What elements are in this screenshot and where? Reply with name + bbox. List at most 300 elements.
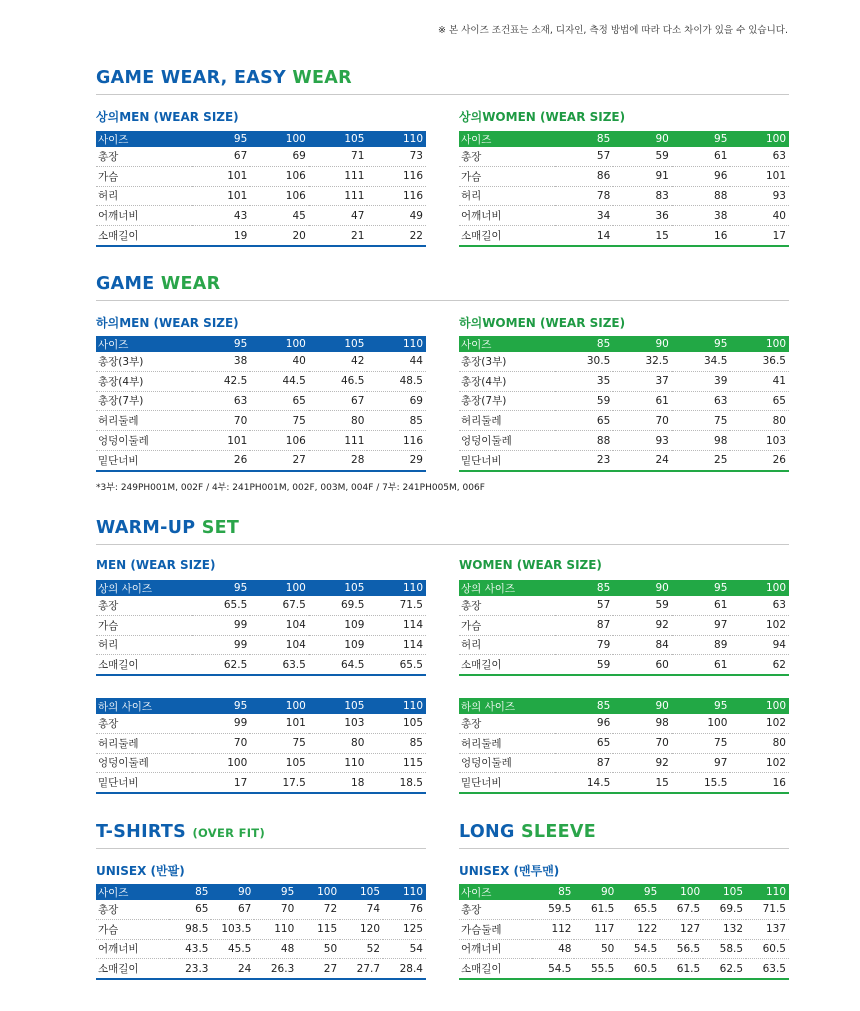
value-cell: 40: [730, 206, 789, 226]
table-header-row: [459, 131, 789, 147]
table-row: [459, 166, 789, 186]
value-cell: 72: [297, 900, 340, 919]
subtitle-main: WOMEN (WEAR SIZE): [482, 110, 626, 124]
size-header-cell: 85: [555, 580, 614, 596]
table-row: [459, 431, 789, 451]
value-cell: 88: [555, 431, 614, 451]
measure-label-cell: 총장(3부): [459, 352, 555, 371]
value-cell: 67.5: [660, 900, 703, 919]
value-cell: 111: [309, 431, 368, 451]
value-cell: 137: [746, 919, 789, 939]
value-cell: 101: [192, 166, 251, 186]
value-cell: 52: [340, 939, 383, 959]
value-cell: 116: [367, 166, 426, 186]
value-cell: 101: [250, 714, 309, 733]
value-cell: 24: [613, 450, 672, 470]
size-header-cell: 100: [730, 336, 789, 352]
value-cell: 16: [672, 226, 731, 246]
value-cell: 69.5: [309, 596, 368, 615]
subtitle-warmup-women: [459, 558, 602, 572]
size-header-cell: 110: [367, 131, 426, 147]
size-table-warmup-top-women: [459, 580, 789, 676]
section-title-long-sleeve: [459, 822, 789, 849]
table-header-row: [459, 580, 789, 596]
value-cell: 34.5: [672, 352, 731, 371]
table-row: [96, 450, 426, 470]
table-row: [96, 166, 426, 186]
table-row: [96, 226, 426, 246]
size-header-cell: 105: [703, 884, 746, 900]
value-cell: 59.5: [532, 900, 575, 919]
measure-label-cell: 가슴: [459, 615, 555, 635]
value-cell: 54.5: [617, 939, 660, 959]
value-cell: 101: [192, 186, 251, 206]
table-row: [459, 714, 789, 733]
value-cell: 115: [297, 919, 340, 939]
size-header-cell: 100: [297, 884, 340, 900]
value-cell: 96: [672, 166, 731, 186]
measure-label-cell: 소매길이: [459, 959, 532, 979]
size-header-cell: 105: [309, 336, 368, 352]
value-cell: 89: [672, 635, 731, 655]
value-cell: 69: [367, 391, 426, 411]
value-cell: 21: [309, 226, 368, 246]
value-cell: 25: [672, 450, 731, 470]
value-cell: 24: [211, 959, 254, 979]
size-header-cell: 95: [192, 336, 251, 352]
value-cell: 17: [730, 226, 789, 246]
value-cell: 62: [730, 655, 789, 675]
table-row: [96, 411, 426, 431]
measure-label-cell: 밑단너비: [96, 773, 192, 793]
size-header-cell: 110: [367, 698, 426, 714]
value-cell: 101: [730, 166, 789, 186]
table-row: [96, 959, 426, 979]
measure-label-cell: 총장(4부): [96, 371, 192, 391]
value-cell: 102: [730, 714, 789, 733]
value-cell: 94: [730, 635, 789, 655]
value-cell: 98: [613, 714, 672, 733]
size-header-cell: 110: [746, 884, 789, 900]
value-cell: 75: [672, 733, 731, 753]
size-header-cell: 100: [250, 131, 309, 147]
measure-label-cell: 총장: [96, 596, 192, 615]
measure-label-cell: 총장: [459, 900, 532, 919]
measure-label-cell: 허리둘레: [459, 733, 555, 753]
table-header-row: [96, 336, 426, 352]
value-cell: 73: [367, 147, 426, 166]
value-cell: 67.5: [250, 596, 309, 615]
table-row: [96, 391, 426, 411]
header-label-cell: 하의 사이즈: [459, 698, 555, 714]
value-cell: 58.5: [703, 939, 746, 959]
header-label-cell: 사이즈: [459, 336, 555, 352]
value-cell: 57: [555, 596, 614, 615]
value-cell: 106: [250, 431, 309, 451]
value-cell: 132: [703, 919, 746, 939]
section-title-part-b: WEAR: [160, 274, 221, 294]
value-cell: 99: [192, 615, 251, 635]
value-cell: 63.5: [250, 655, 309, 675]
section-title-main: T-SHIRTS: [96, 822, 187, 842]
value-cell: 70: [613, 411, 672, 431]
table-row: [459, 596, 789, 615]
value-cell: 26.3: [254, 959, 297, 979]
measure-label-cell: 허리둘레: [96, 411, 192, 431]
value-cell: 117: [574, 919, 617, 939]
subtitle-unisex-sweatshirt: [459, 862, 559, 879]
size-table-top-women: [459, 131, 789, 247]
measure-label-cell: 소매길이: [459, 655, 555, 675]
table-header-row: [96, 884, 426, 900]
value-cell: 102: [730, 615, 789, 635]
value-cell: 28.4: [383, 959, 426, 979]
value-cell: 75: [250, 411, 309, 431]
size-table-top-men: [96, 131, 426, 247]
size-table-bottom-men: [96, 336, 426, 472]
table-header-row: [96, 580, 426, 596]
value-cell: 91: [613, 166, 672, 186]
value-cell: 54: [383, 939, 426, 959]
size-header-cell: 90: [613, 131, 672, 147]
value-cell: 105: [250, 753, 309, 773]
size-header-cell: 110: [383, 884, 426, 900]
measure-label-cell: 엉덩이둘레: [96, 431, 192, 451]
value-cell: 85: [367, 411, 426, 431]
table-row: [459, 733, 789, 753]
value-cell: 34: [555, 206, 614, 226]
value-cell: 67: [192, 147, 251, 166]
value-cell: 40: [250, 352, 309, 371]
measure-label-cell: 총장(7부): [96, 391, 192, 411]
measure-label-cell: 엉덩이둘레: [459, 431, 555, 451]
measure-label-cell: 가슴: [459, 166, 555, 186]
measure-label-cell: 총장(3부): [96, 352, 192, 371]
table-row: [96, 147, 426, 166]
value-cell: 80: [730, 411, 789, 431]
measure-label-cell: 소매길이: [96, 655, 192, 675]
value-cell: 65.5: [617, 900, 660, 919]
value-cell: 98: [672, 431, 731, 451]
value-cell: 60.5: [746, 939, 789, 959]
value-cell: 36.5: [730, 352, 789, 371]
value-cell: 43.5: [169, 939, 212, 959]
value-cell: 65: [250, 391, 309, 411]
table-row: [459, 959, 789, 979]
size-header-cell: 85: [555, 698, 614, 714]
value-cell: 37: [613, 371, 672, 391]
measure-label-cell: 총장: [96, 714, 192, 733]
value-cell: 120: [340, 919, 383, 939]
header-label-cell: 사이즈: [96, 336, 192, 352]
value-cell: 80: [730, 733, 789, 753]
header-label-cell: 사이즈: [459, 884, 532, 900]
size-table-bottom-women: [459, 336, 789, 472]
value-cell: 80: [309, 411, 368, 431]
value-cell: 63: [730, 147, 789, 166]
table-row: [96, 773, 426, 793]
value-cell: 29: [367, 450, 426, 470]
value-cell: 92: [613, 753, 672, 773]
measure-label-cell: 소매길이: [96, 226, 192, 246]
value-cell: 16: [730, 773, 789, 793]
value-cell: 104: [250, 615, 309, 635]
measure-label-cell: 소매길이: [96, 959, 169, 979]
value-cell: 105: [367, 714, 426, 733]
table-row: [459, 753, 789, 773]
value-cell: 96: [555, 714, 614, 733]
table-row: [459, 900, 789, 919]
value-cell: 27: [297, 959, 340, 979]
value-cell: 59: [613, 596, 672, 615]
header-label-cell: 상의 사이즈: [459, 580, 555, 596]
size-header-cell: 100: [250, 336, 309, 352]
measure-label-cell: 허리둘레: [459, 411, 555, 431]
value-cell: 17: [192, 773, 251, 793]
value-cell: 61: [672, 596, 731, 615]
measure-label-cell: 허리: [459, 635, 555, 655]
value-cell: 109: [309, 615, 368, 635]
subtitle-prefix: 상의: [96, 110, 120, 124]
size-header-cell: 90: [613, 698, 672, 714]
value-cell: 114: [367, 615, 426, 635]
measure-label-cell: 어깨너비: [459, 206, 555, 226]
subtitle-main: MEN (WEAR SIZE): [119, 316, 239, 330]
value-cell: 74: [340, 900, 383, 919]
value-cell: 85: [367, 733, 426, 753]
value-cell: 59: [555, 391, 614, 411]
value-cell: 17.5: [250, 773, 309, 793]
table-row: [96, 939, 426, 959]
section-title-game-wear: [96, 274, 789, 301]
value-cell: 114: [367, 635, 426, 655]
value-cell: 43: [192, 206, 251, 226]
value-cell: 70: [192, 411, 251, 431]
footnote-length-codes: *3부: 249PH001M, 002F / 4부: 241PH001M, 002F, 003M, 004F / 7부: 241PH005M, 006F: [96, 483, 485, 493]
size-table-warmup-bottom-women: [459, 698, 789, 794]
size-header-cell: 105: [309, 580, 368, 596]
value-cell: 125: [383, 919, 426, 939]
value-cell: 59: [613, 147, 672, 166]
section-title-t-shirts: [96, 822, 426, 849]
table-header-row: [459, 336, 789, 352]
value-cell: 15: [613, 226, 672, 246]
value-cell: 41: [730, 371, 789, 391]
value-cell: 47: [309, 206, 368, 226]
value-cell: 54.5: [532, 959, 575, 979]
size-header-cell: 100: [250, 698, 309, 714]
subtitle-main: WOMEN (WEAR SIZE): [459, 558, 602, 572]
value-cell: 115: [367, 753, 426, 773]
measure-label-cell: 엉덩이둘레: [459, 753, 555, 773]
size-header-cell: 100: [730, 131, 789, 147]
value-cell: 44.5: [250, 371, 309, 391]
value-cell: 111: [309, 166, 368, 186]
value-cell: 65: [555, 411, 614, 431]
table-header-row: [96, 131, 426, 147]
value-cell: 106: [250, 166, 309, 186]
value-cell: 110: [309, 753, 368, 773]
size-table-tshirt: [96, 884, 426, 980]
value-cell: 100: [672, 714, 731, 733]
value-cell: 65: [730, 391, 789, 411]
value-cell: 65.5: [367, 655, 426, 675]
section-title-part-a: GAME WEAR, EASY: [96, 68, 293, 88]
table-row: [96, 900, 426, 919]
size-table-long-sleeve: [459, 884, 789, 980]
measure-label-cell: 가슴: [96, 615, 192, 635]
header-label-cell: 사이즈: [96, 884, 169, 900]
value-cell: 76: [383, 900, 426, 919]
section-title-game-wear-easy-wear: [96, 68, 789, 95]
size-table-warmup-bottom-men: [96, 698, 426, 794]
table-row: [96, 615, 426, 635]
header-label-cell: 상의 사이즈: [96, 580, 192, 596]
measure-label-cell: 어깨너비: [459, 939, 532, 959]
subtitle-prefix: 하의: [96, 316, 120, 330]
value-cell: 67: [309, 391, 368, 411]
value-cell: 49: [367, 206, 426, 226]
table-row: [96, 431, 426, 451]
size-header-cell: 95: [672, 336, 731, 352]
value-cell: 15: [613, 773, 672, 793]
value-cell: 44: [367, 352, 426, 371]
table-row: [459, 450, 789, 470]
measure-label-cell: 가슴: [96, 166, 192, 186]
value-cell: 64.5: [309, 655, 368, 675]
value-cell: 111: [309, 186, 368, 206]
value-cell: 106: [250, 186, 309, 206]
value-cell: 39: [672, 371, 731, 391]
table-header-row: [96, 698, 426, 714]
measure-label-cell: 총장: [96, 147, 192, 166]
value-cell: 61: [672, 147, 731, 166]
measure-label-cell: 엉덩이둘레: [96, 753, 192, 773]
value-cell: 61.5: [660, 959, 703, 979]
value-cell: 98.5: [169, 919, 212, 939]
section-title-part-b: SLEEVE: [521, 822, 596, 842]
value-cell: 61: [613, 391, 672, 411]
value-cell: 46.5: [309, 371, 368, 391]
value-cell: 71: [309, 147, 368, 166]
value-cell: 27.7: [340, 959, 383, 979]
size-header-cell: 90: [613, 580, 672, 596]
section-title-part-b: SET: [201, 518, 240, 538]
size-header-cell: 85: [532, 884, 575, 900]
size-header-cell: 85: [555, 336, 614, 352]
value-cell: 22: [367, 226, 426, 246]
value-cell: 116: [367, 186, 426, 206]
size-header-cell: 110: [367, 336, 426, 352]
table-row: [459, 919, 789, 939]
size-header-cell: 105: [340, 884, 383, 900]
subtitle-main: WOMEN (WEAR SIZE): [482, 316, 626, 330]
table-header-row: [459, 698, 789, 714]
table-row: [459, 206, 789, 226]
size-header-cell: 100: [660, 884, 703, 900]
value-cell: 110: [254, 919, 297, 939]
value-cell: 18: [309, 773, 368, 793]
measure-label-cell: 총장: [459, 147, 555, 166]
value-cell: 56.5: [660, 939, 703, 959]
value-cell: 26: [730, 450, 789, 470]
value-cell: 101: [192, 431, 251, 451]
subtitle-main: MEN (WEAR SIZE): [119, 110, 239, 124]
table-row: [459, 411, 789, 431]
measure-label-cell: 어깨너비: [96, 939, 169, 959]
value-cell: 97: [672, 753, 731, 773]
value-cell: 60.5: [617, 959, 660, 979]
value-cell: 62.5: [703, 959, 746, 979]
section-title-part-b: WEAR: [292, 68, 352, 88]
measure-label-cell: 허리둘레: [96, 733, 192, 753]
subtitle-top-men: [96, 108, 239, 125]
size-header-cell: 85: [555, 131, 614, 147]
value-cell: 70: [254, 900, 297, 919]
table-row: [459, 391, 789, 411]
measure-label-cell: 총장: [459, 596, 555, 615]
measure-label-cell: 총장(7부): [459, 391, 555, 411]
size-header-cell: 95: [672, 698, 731, 714]
value-cell: 38: [192, 352, 251, 371]
table-row: [459, 186, 789, 206]
value-cell: 32.5: [613, 352, 672, 371]
table-row: [96, 753, 426, 773]
value-cell: 69: [250, 147, 309, 166]
table-row: [96, 371, 426, 391]
value-cell: 103: [309, 714, 368, 733]
value-cell: 84: [613, 635, 672, 655]
size-header-cell: 90: [574, 884, 617, 900]
value-cell: 99: [192, 635, 251, 655]
value-cell: 100: [192, 753, 251, 773]
value-cell: 93: [730, 186, 789, 206]
measure-label-cell: 허리: [459, 186, 555, 206]
value-cell: 116: [367, 431, 426, 451]
table-row: [96, 655, 426, 675]
section-title-warm-up-set: [96, 518, 789, 545]
header-label-cell: 하의 사이즈: [96, 698, 192, 714]
size-header-cell: 100: [730, 698, 789, 714]
value-cell: 57: [555, 147, 614, 166]
size-header-cell: 95: [192, 580, 251, 596]
size-header-cell: 90: [613, 336, 672, 352]
measure-label-cell: 어깨너비: [96, 206, 192, 226]
measure-label-cell: 가슴: [96, 919, 169, 939]
value-cell: 50: [297, 939, 340, 959]
table-row: [96, 352, 426, 371]
value-cell: 87: [555, 615, 614, 635]
subtitle-main: UNISEX (맨투맨): [459, 864, 560, 878]
subtitle-bottom-women: [459, 314, 625, 331]
value-cell: 102: [730, 753, 789, 773]
measure-label-cell: 허리: [96, 186, 192, 206]
value-cell: 109: [309, 635, 368, 655]
value-cell: 48: [532, 939, 575, 959]
value-cell: 45.5: [211, 939, 254, 959]
table-row: [459, 655, 789, 675]
size-header-cell: 100: [730, 580, 789, 596]
size-header-cell: 110: [367, 580, 426, 596]
subtitle-unisex-tshirt: [96, 862, 185, 879]
measure-label-cell: 가슴둘레: [459, 919, 532, 939]
value-cell: 38: [672, 206, 731, 226]
value-cell: 93: [613, 431, 672, 451]
section-title-small: (OVER FIT): [192, 826, 266, 840]
value-cell: 122: [617, 919, 660, 939]
subtitle-warmup-men: [96, 558, 215, 572]
value-cell: 60: [613, 655, 672, 675]
